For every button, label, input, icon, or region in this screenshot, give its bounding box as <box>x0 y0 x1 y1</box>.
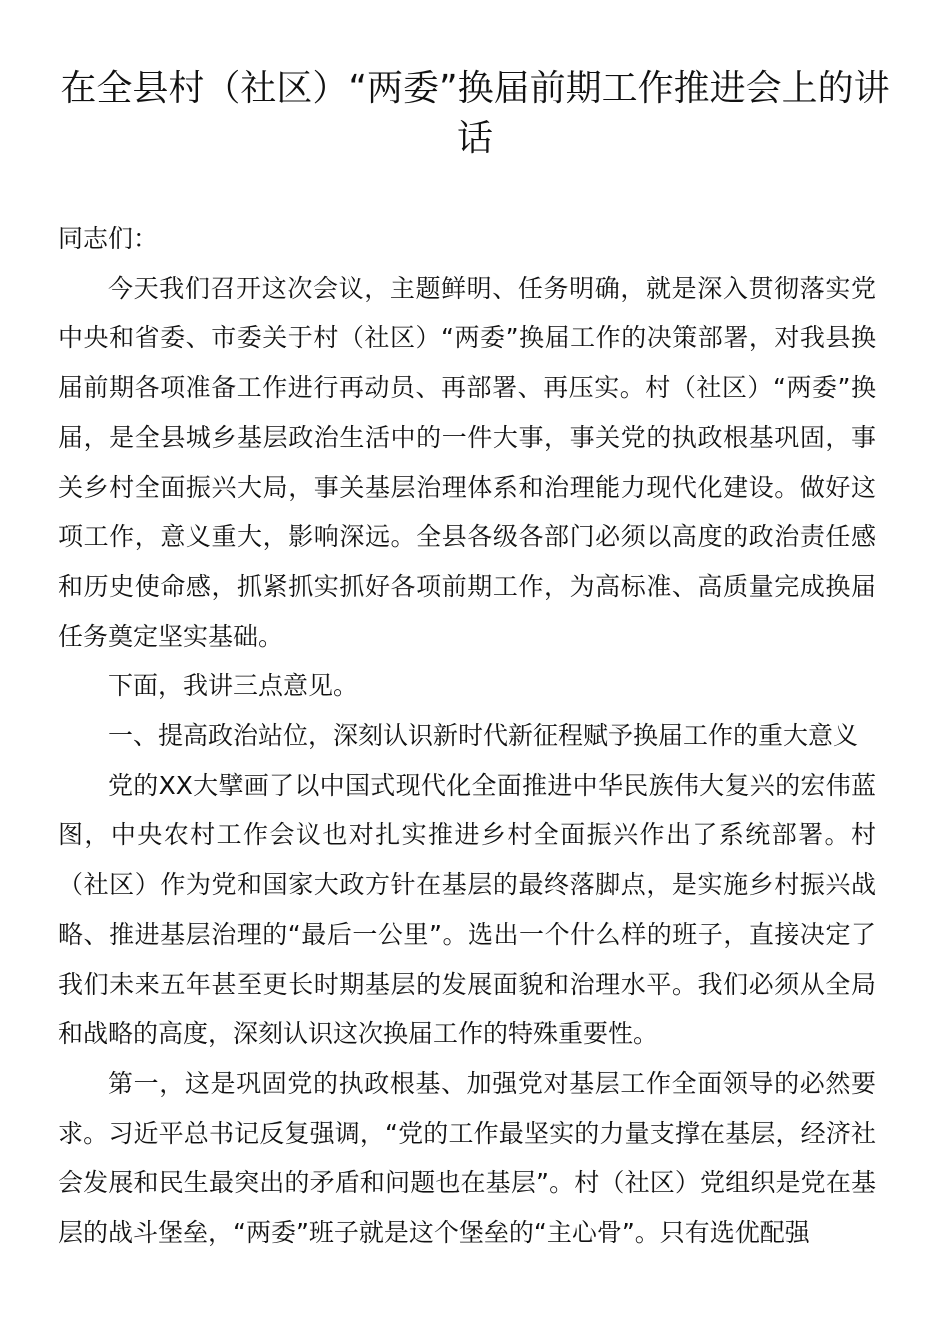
paragraph-section-1: 党的XX大擘画了以中国式现代化全面推进中华民族伟大复兴的宏伟蓝图，中央农村工作会议也对扎实推进乡村全面振兴作出了系统部署。村（社区）作为党和国家大政方针在基层的最终落脚点，是实施乡村振兴战略、推进基层治理的“最后一公里”。选出一个什么样的班子，直接决定了我们未来五年甚至更长时期基层的发展面貌和治理水平。我们必须从全局和战略的高度，深刻认识这次换届工作的特殊重要性。 <box>58 770 876 1049</box>
document-title: 在全县村（社区）“两委”换届前期工作推进会上的讲话 <box>60 68 890 159</box>
section-heading-1: 一、提高政治站位，深刻认识新时代新征程赋予换届工作的重大意义 <box>108 721 859 751</box>
salutation: 同志们： <box>58 224 159 253</box>
document-body <box>58 214 876 1258</box>
paragraph-outline: 下面，我讲三点意见。 <box>108 671 359 701</box>
paragraph-point-1: 第一，这是巩固党的执政根基、加强党对基层工作全面领导的必然要求。习近平总书记反复强调，“党的工作最坚实的力量支撑在基层，经济社会发展和民生最突出的矛盾和问题也在基层”。村（社区）党组织是党在基层的战斗堡垒，“两委”班子就是这个堡垒的“主心骨”。只有选优配强 <box>58 1068 876 1248</box>
paragraph-intro: 今天我们召开这次会议，主题鲜明、任务明确，就是深入贯彻落实党中央和省委、市委关于村（社区）“两委”换届工作的决策部署，对我县换届前期各项准备工作进行再动员、再部署、再压实。村（社区）“两委”换届，是全县城乡基层政治生活中的一件大事，事关党的执政根基巩固，事关乡村全面振兴大局，事关基层治理体系和治理能力现代化建设。做好这项工作，意义重大，影响深远。全县各级各部门必须以高度的政治责任感和历史使命感，抓紧抓实抓好各项前期工作，为高标准、高质量完成换届任务奠定坚实基础。 <box>58 273 876 651</box>
